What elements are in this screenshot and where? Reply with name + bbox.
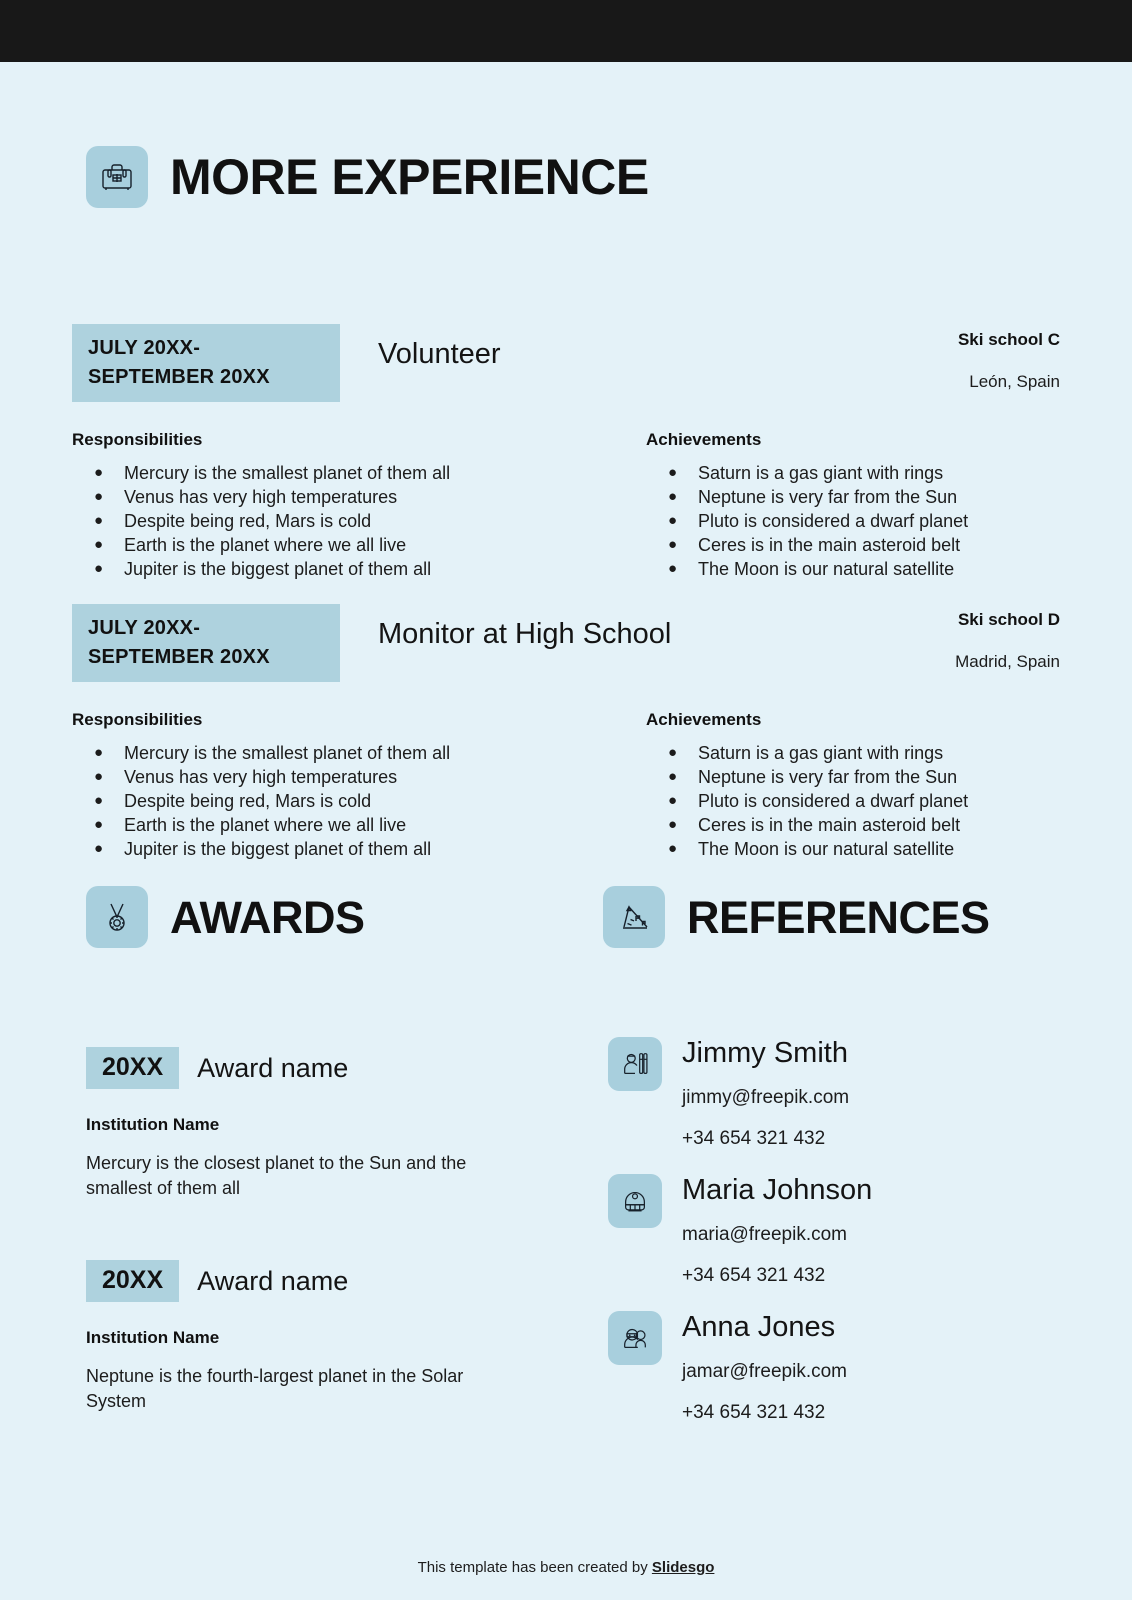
bullet-icon: ● bbox=[668, 816, 678, 834]
list-item bbox=[72, 462, 566, 485]
bullet-icon: ● bbox=[668, 768, 678, 786]
list-item-text: Ceres is in the main asteroid belt bbox=[698, 535, 961, 556]
list-item bbox=[72, 486, 566, 509]
bullet-icon: ● bbox=[94, 512, 104, 530]
responsibilities-column bbox=[72, 430, 566, 582]
reference-email[interactable]: maria@freepik.com bbox=[682, 1224, 847, 1245]
bullet-icon: ● bbox=[668, 512, 678, 530]
experience-date-badge bbox=[72, 324, 340, 402]
bullet-icon: ● bbox=[94, 488, 104, 506]
list-item-text: Jupiter is the biggest planet of them all bbox=[124, 839, 432, 860]
footer-credit bbox=[0, 1559, 1132, 1576]
list-item-text: Mercury is the smallest planet of them all bbox=[124, 463, 451, 483]
bullet-icon: ● bbox=[94, 744, 104, 761]
experience-org-name: Ski school D bbox=[957, 610, 1060, 629]
achievements-title: Achievements bbox=[646, 710, 762, 729]
responsibilities-list bbox=[72, 462, 566, 581]
bullet-icon: ● bbox=[668, 536, 678, 554]
helmet-portrait-icon bbox=[608, 1174, 662, 1228]
experience-organization-block bbox=[830, 324, 1060, 392]
list-item-text: Pluto is considered a dwarf planet bbox=[698, 791, 969, 812]
list-item bbox=[72, 838, 566, 861]
bullet-icon: ● bbox=[668, 792, 678, 810]
skier-portrait-icon bbox=[608, 1037, 662, 1091]
responsibilities-title: Responsibilities bbox=[72, 710, 203, 729]
list-item bbox=[72, 510, 566, 533]
list-item-text: Neptune is very far from the Sun bbox=[698, 767, 958, 788]
responsibilities-column bbox=[72, 710, 566, 862]
date-line-1: JULY 20XX- bbox=[88, 617, 201, 639]
reference-name: Maria Johnson bbox=[682, 1174, 873, 1206]
experience-detail-columns bbox=[72, 430, 1060, 582]
reference-details bbox=[682, 1311, 847, 1424]
list-item bbox=[72, 534, 566, 557]
experience-location: León, Spain bbox=[969, 372, 1060, 391]
reference-phone[interactable]: +34 654 321 432 bbox=[682, 1402, 826, 1423]
experience-location: Madrid, Spain bbox=[955, 652, 1060, 671]
list-item-text: Despite being red, Mars is cold bbox=[124, 511, 372, 532]
list-item-text: Earth is the planet where we all live bbox=[124, 535, 407, 556]
goggles-portrait-icon bbox=[608, 1311, 662, 1365]
experience-org-name: Ski school C bbox=[957, 330, 1060, 349]
list-item-text: Despite being red, Mars is cold bbox=[124, 791, 372, 812]
responsibilities-title: Responsibilities bbox=[72, 430, 203, 449]
award-description: Neptune is the fourth-largest planet in the Solar System bbox=[86, 1366, 464, 1411]
reference-email[interactable]: jimmy@freepik.com bbox=[682, 1087, 850, 1108]
bullet-icon: ● bbox=[668, 744, 678, 761]
list-item bbox=[646, 814, 1060, 837]
reference-item-3 bbox=[608, 1311, 1048, 1424]
date-line-1: JULY 20XX- bbox=[88, 337, 201, 359]
more-experience-header bbox=[86, 146, 649, 208]
list-item bbox=[646, 462, 1060, 485]
award-header-row bbox=[86, 1260, 516, 1302]
top-black-bar bbox=[0, 0, 1132, 62]
list-item-text: The Moon is our natural satellite bbox=[698, 559, 955, 580]
date-line-2: SEPTEMBER 20XX bbox=[88, 646, 270, 668]
list-item bbox=[72, 558, 566, 581]
achievements-column bbox=[566, 430, 1060, 582]
award-year-badge: 20XX bbox=[86, 1047, 179, 1089]
experience-header-row bbox=[72, 604, 1060, 682]
reference-details bbox=[682, 1037, 849, 1150]
bullet-icon: ● bbox=[668, 464, 678, 481]
reference-row bbox=[608, 1037, 1048, 1150]
achievements-title: Achievements bbox=[646, 430, 762, 449]
reference-item-2 bbox=[608, 1174, 1048, 1287]
bullet-icon: ● bbox=[668, 560, 678, 578]
list-item-text: Mercury is the smallest planet of them all bbox=[124, 743, 451, 763]
experience-entry-1 bbox=[72, 324, 1060, 582]
list-item bbox=[646, 766, 1060, 789]
references-header bbox=[603, 886, 990, 948]
reference-name: Jimmy Smith bbox=[682, 1037, 848, 1069]
experience-date-badge bbox=[72, 604, 340, 682]
bullet-icon: ● bbox=[94, 536, 104, 554]
list-item bbox=[72, 742, 566, 765]
date-line-2: SEPTEMBER 20XX bbox=[88, 366, 270, 388]
award-header-row bbox=[86, 1047, 516, 1089]
list-item bbox=[646, 838, 1060, 861]
award-year-badge: 20XX bbox=[86, 1260, 179, 1302]
footer-text: This template has been created by bbox=[417, 1559, 652, 1576]
list-item bbox=[646, 790, 1060, 813]
bullet-icon: ● bbox=[668, 488, 678, 506]
award-institution: Institution Name bbox=[86, 1115, 220, 1135]
list-item bbox=[646, 558, 1060, 581]
reference-phone[interactable]: +34 654 321 432 bbox=[682, 1128, 826, 1149]
awards-header bbox=[86, 886, 365, 948]
list-item-text: Ceres is in the main asteroid belt bbox=[698, 815, 961, 836]
awards-title: AWARDS bbox=[170, 891, 365, 943]
list-item bbox=[646, 510, 1060, 533]
experience-detail-columns bbox=[72, 710, 1060, 862]
achievements-column bbox=[566, 710, 1060, 862]
bullet-icon: ● bbox=[94, 792, 104, 810]
award-description: Mercury is the closest planet to the Sun and the smallest of them all bbox=[86, 1153, 467, 1198]
list-item bbox=[72, 766, 566, 789]
reference-row bbox=[608, 1311, 1048, 1424]
bullet-icon: ● bbox=[94, 840, 104, 858]
references-title: REFERENCES bbox=[687, 891, 990, 943]
experience-organization-block bbox=[830, 604, 1060, 672]
bullet-icon: ● bbox=[94, 816, 104, 834]
list-item bbox=[646, 742, 1060, 765]
list-item-text: Earth is the planet where we all live bbox=[124, 815, 407, 836]
award-item-1 bbox=[86, 1047, 516, 1200]
list-item-text: The Moon is our natural satellite bbox=[698, 839, 955, 860]
bullet-icon: ● bbox=[94, 464, 104, 481]
reference-email[interactable]: jamar@freepik.com bbox=[682, 1361, 847, 1382]
list-item-text: Jupiter is the biggest planet of them all bbox=[124, 559, 432, 580]
list-item bbox=[646, 534, 1060, 557]
achievements-list bbox=[646, 742, 1060, 861]
list-item bbox=[72, 790, 566, 813]
list-item-text: Venus has very high temperatures bbox=[124, 767, 398, 788]
experience-entry-2 bbox=[72, 604, 1060, 862]
list-item-text: Neptune is very far from the Sun bbox=[698, 487, 958, 508]
reference-name: Anna Jones bbox=[682, 1311, 836, 1343]
bullet-icon: ● bbox=[94, 560, 104, 578]
first-aid-kit-icon bbox=[86, 146, 148, 208]
award-name: Award name bbox=[197, 1265, 349, 1296]
slidesgo-link[interactable]: Slidesgo bbox=[651, 1559, 715, 1576]
list-item bbox=[646, 486, 1060, 509]
list-item bbox=[72, 814, 566, 837]
reference-item-1 bbox=[608, 1037, 1048, 1150]
bullet-icon: ● bbox=[94, 768, 104, 786]
page-title: MORE EXPERIENCE bbox=[170, 149, 649, 205]
reference-row bbox=[608, 1174, 1048, 1287]
experience-header-row bbox=[72, 324, 1060, 402]
reference-phone[interactable]: +34 654 321 432 bbox=[682, 1265, 826, 1286]
achievements-list bbox=[646, 462, 1060, 581]
list-item-text: Saturn is a gas giant with rings bbox=[698, 463, 944, 483]
award-institution: Institution Name bbox=[86, 1328, 220, 1348]
bullet-icon: ● bbox=[668, 840, 678, 858]
award-item-2 bbox=[86, 1260, 516, 1413]
list-item-text: Venus has very high temperatures bbox=[124, 487, 398, 508]
list-item-text: Pluto is considered a dwarf planet bbox=[698, 511, 969, 532]
award-name: Award name bbox=[197, 1052, 349, 1083]
list-item-text: Saturn is a gas giant with rings bbox=[698, 743, 944, 763]
resume-page bbox=[0, 62, 1132, 1600]
experience-role: Volunteer bbox=[378, 338, 501, 370]
ski-slope-icon bbox=[603, 886, 665, 948]
experience-role: Monitor at High School bbox=[378, 618, 672, 650]
reference-details bbox=[682, 1174, 872, 1287]
responsibilities-list bbox=[72, 742, 566, 861]
medal-icon bbox=[86, 886, 148, 948]
